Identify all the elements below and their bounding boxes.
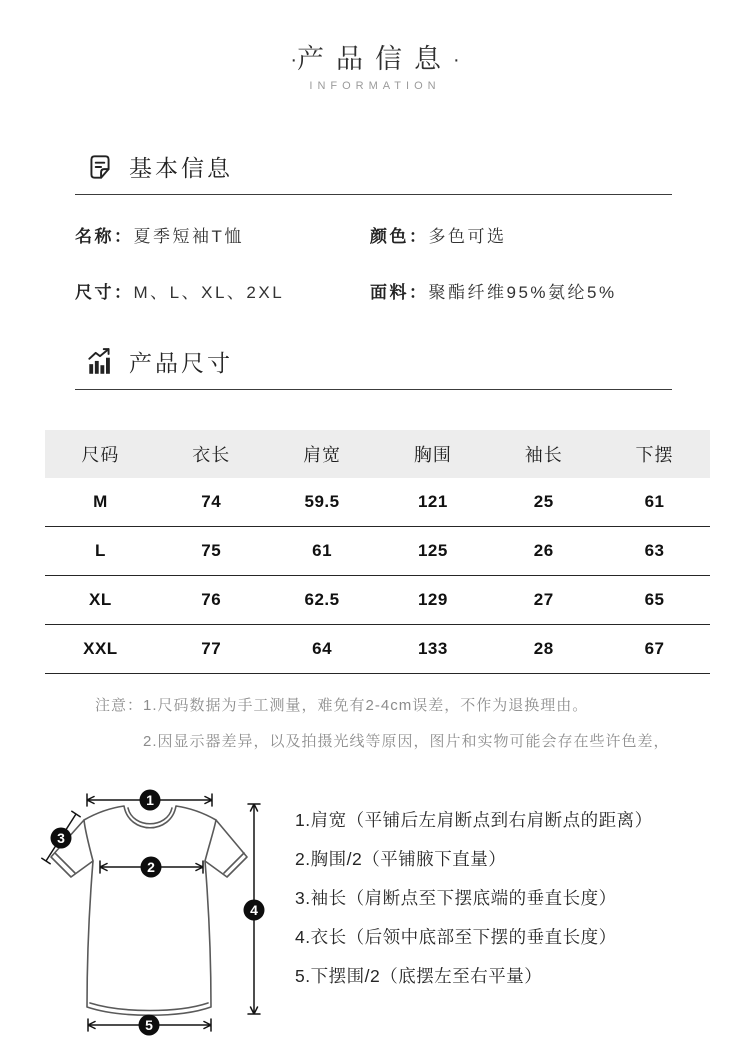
section-divider <box>75 194 672 195</box>
field-size-value: M、L、XL、2XL <box>133 283 285 302</box>
basic-info-section-header <box>75 150 672 195</box>
note-line-1: 1.尺码数据为手工测量，难免有2-4cm误差，不作为退换理由。 <box>143 697 589 714</box>
cell: 67 <box>644 639 665 658</box>
col-header-sleeve: 袖长 <box>524 445 563 465</box>
cell: 125 <box>417 541 448 560</box>
cell: 63 <box>644 541 665 560</box>
document-icon <box>85 152 115 182</box>
cell: XL <box>89 590 112 609</box>
col-header-length: 衣长 <box>192 445 231 465</box>
col-header-hem: 下摆 <box>635 445 674 465</box>
field-name-value: 夏季短袖T恤 <box>133 227 244 246</box>
table-row-m <box>45 478 710 527</box>
size-notes <box>95 688 670 760</box>
guide-item-4: 4.衣长（后领中底部至下摆的垂直长度） <box>295 927 617 947</box>
basic-info-grid <box>75 224 705 306</box>
guide-item-5: 5.下摆围/2（底摆左至右平量） <box>295 966 543 986</box>
cell: 59.5 <box>304 492 340 511</box>
note-line-2: 2.因显示器差异，以及拍摄光线等原因，图片和实物可能会存在些许色差， <box>143 733 670 750</box>
guide-item-2: 2.胸围/2（平铺腋下直量） <box>295 849 507 869</box>
field-name <box>75 224 370 250</box>
field-fabric <box>370 280 705 306</box>
cell: 65 <box>644 590 665 609</box>
marker-4: 4 <box>250 902 258 918</box>
col-header-size: 尺码 <box>81 445 120 465</box>
field-fabric-label: 面料： <box>370 283 429 302</box>
page-title <box>0 42 750 77</box>
field-color <box>370 224 705 250</box>
field-color-label: 颜色： <box>370 227 429 246</box>
marker-5: 5 <box>145 1017 153 1033</box>
cell: L <box>94 541 106 560</box>
section-divider <box>75 389 672 390</box>
tshirt-measurement-diagram <box>30 780 290 1050</box>
field-color-value: 多色可选 <box>428 227 507 246</box>
cell: 27 <box>533 590 554 609</box>
cell: 25 <box>533 492 554 511</box>
cell: 26 <box>533 541 554 560</box>
field-size-label: 尺寸： <box>75 283 134 302</box>
page-subtitle: INFORMATION <box>309 80 441 92</box>
table-row-xxl <box>45 625 710 674</box>
size-table <box>45 430 710 674</box>
size-section-header <box>75 345 672 390</box>
title-dot-left: · <box>290 49 297 71</box>
page-header <box>0 42 750 92</box>
measurement-guide-list <box>295 801 735 996</box>
marker-1: 1 <box>146 792 154 808</box>
cell: 76 <box>201 590 222 609</box>
cell: 77 <box>201 639 222 658</box>
field-size <box>75 280 370 306</box>
field-fabric-value: 聚酯纤维95%氨纶5% <box>428 283 617 302</box>
marker-3: 3 <box>57 830 65 846</box>
size-section-title: 产品尺寸 <box>129 350 233 376</box>
page-title-text: 产品信息 <box>297 44 453 74</box>
size-table-header-row <box>45 430 710 478</box>
cell: XXL <box>83 639 118 658</box>
field-name-label: 名称： <box>75 227 134 246</box>
table-row-xl <box>45 576 710 625</box>
cell: 121 <box>417 492 448 511</box>
cell: 28 <box>533 639 554 658</box>
cell: M <box>93 492 108 511</box>
notes-label: 注意： <box>95 697 144 714</box>
guide-item-3: 3.袖长（肩断点至下摆底端的垂直长度） <box>295 888 617 908</box>
chart-icon <box>85 347 115 377</box>
cell: 64 <box>312 639 333 658</box>
cell: 62.5 <box>304 590 340 609</box>
table-row-l <box>45 527 710 576</box>
col-header-shoulder: 肩宽 <box>303 445 342 465</box>
cell: 61 <box>312 541 333 560</box>
basic-info-title: 基本信息 <box>129 155 233 181</box>
cell: 74 <box>201 492 222 511</box>
title-dot-right: · <box>453 49 460 71</box>
col-header-bust: 胸围 <box>413 445 452 465</box>
guide-item-1: 1.肩宽（平铺后左肩断点到右肩断点的距离） <box>295 810 653 830</box>
cell: 129 <box>417 590 448 609</box>
cell: 133 <box>417 639 448 658</box>
marker-2: 2 <box>147 859 155 875</box>
cell: 75 <box>201 541 222 560</box>
cell: 61 <box>644 492 665 511</box>
